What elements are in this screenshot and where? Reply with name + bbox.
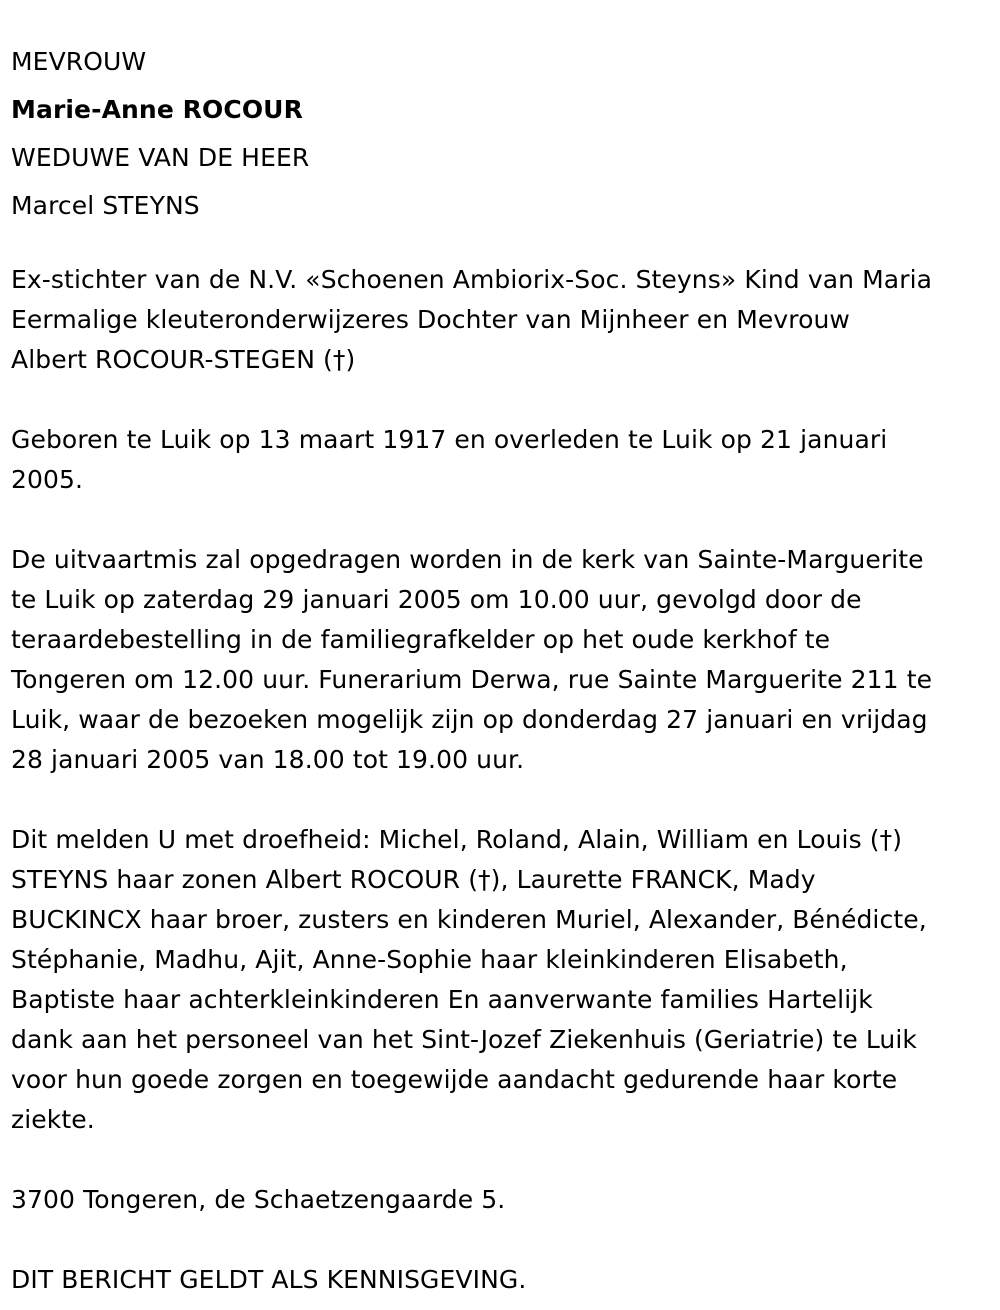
widow-of-label: WEDUWE VAN DE HEER bbox=[11, 143, 310, 172]
biography-paragraph bbox=[11, 260, 993, 380]
text-line: te Luik op zaterdag 29 januari 2005 om 10.00 uur, gevolgd door de bbox=[11, 585, 862, 614]
address-line: 3700 Tongeren, de Schaetzengaarde 5. bbox=[11, 1185, 506, 1214]
text-line: Baptiste haar achterkleinkinderen En aanverwante families Hartelijk bbox=[11, 985, 873, 1014]
text-line: Ex-stichter van de N.V. «Schoenen Ambiorix-Soc. Steyns» Kind van Maria bbox=[11, 265, 933, 294]
text-line: STEYNS haar zonen Albert ROCOUR (†), Laurette FRANCK, Mady bbox=[11, 865, 816, 894]
salutation: MEVROUW bbox=[11, 47, 147, 76]
notice-line: DIT BERICHT GELDT ALS KENNISGEVING. bbox=[11, 1265, 527, 1294]
text-line: Luik, waar de bezoeken mogelijk zijn op donderdag 27 januari en vrijdag bbox=[11, 705, 928, 734]
funeral-paragraph bbox=[11, 540, 993, 780]
text-line: Albert ROCOUR-STEGEN (†) bbox=[11, 345, 356, 374]
text-line: 2005. bbox=[11, 465, 84, 494]
text-line: Dit melden U met droefheid: Michel, Roland, Alain, William en Louis (†) bbox=[11, 825, 903, 854]
birth-death-paragraph bbox=[11, 420, 993, 500]
obituary-header bbox=[11, 38, 993, 230]
text-line: teraardebestelling in de familiegrafkelder op het oude kerkhof te bbox=[11, 625, 831, 654]
text-line: Tongeren om 12.00 uur. Funerarium Derwa, rue Sainte Marguerite 211 te bbox=[11, 665, 933, 694]
spouse-name: Marcel STEYNS bbox=[11, 191, 200, 220]
deceased-name: Marie-Anne ROCOUR bbox=[11, 95, 303, 124]
text-line: ziekte. bbox=[11, 1105, 95, 1134]
text-line: voor hun goede zorgen en toegewijde aandacht gedurende haar korte bbox=[11, 1065, 898, 1094]
obituary-notice bbox=[11, 38, 993, 1300]
text-line: BUCKINCX haar broer, zusters en kinderen Muriel, Alexander, Bénédicte, bbox=[11, 905, 927, 934]
text-line: dank aan het personeel van het Sint-Jozef Ziekenhuis (Geriatrie) te Luik bbox=[11, 1025, 918, 1054]
text-line: De uitvaartmis zal opgedragen worden in de kerk van Sainte-Marguerite bbox=[11, 545, 924, 574]
text-line: Eermalige kleuteronderwijzeres Dochter van Mijnheer en Mevrouw bbox=[11, 305, 850, 334]
text-line: Stéphanie, Madhu, Ajit, Anne-Sophie haar kleinkinderen Elisabeth, bbox=[11, 945, 848, 974]
text-line: 28 januari 2005 van 18.00 tot 19.00 uur. bbox=[11, 745, 525, 774]
family-paragraph bbox=[11, 820, 993, 1140]
text-line: Geboren te Luik op 13 maart 1917 en overleden te Luik op 21 januari bbox=[11, 425, 888, 454]
